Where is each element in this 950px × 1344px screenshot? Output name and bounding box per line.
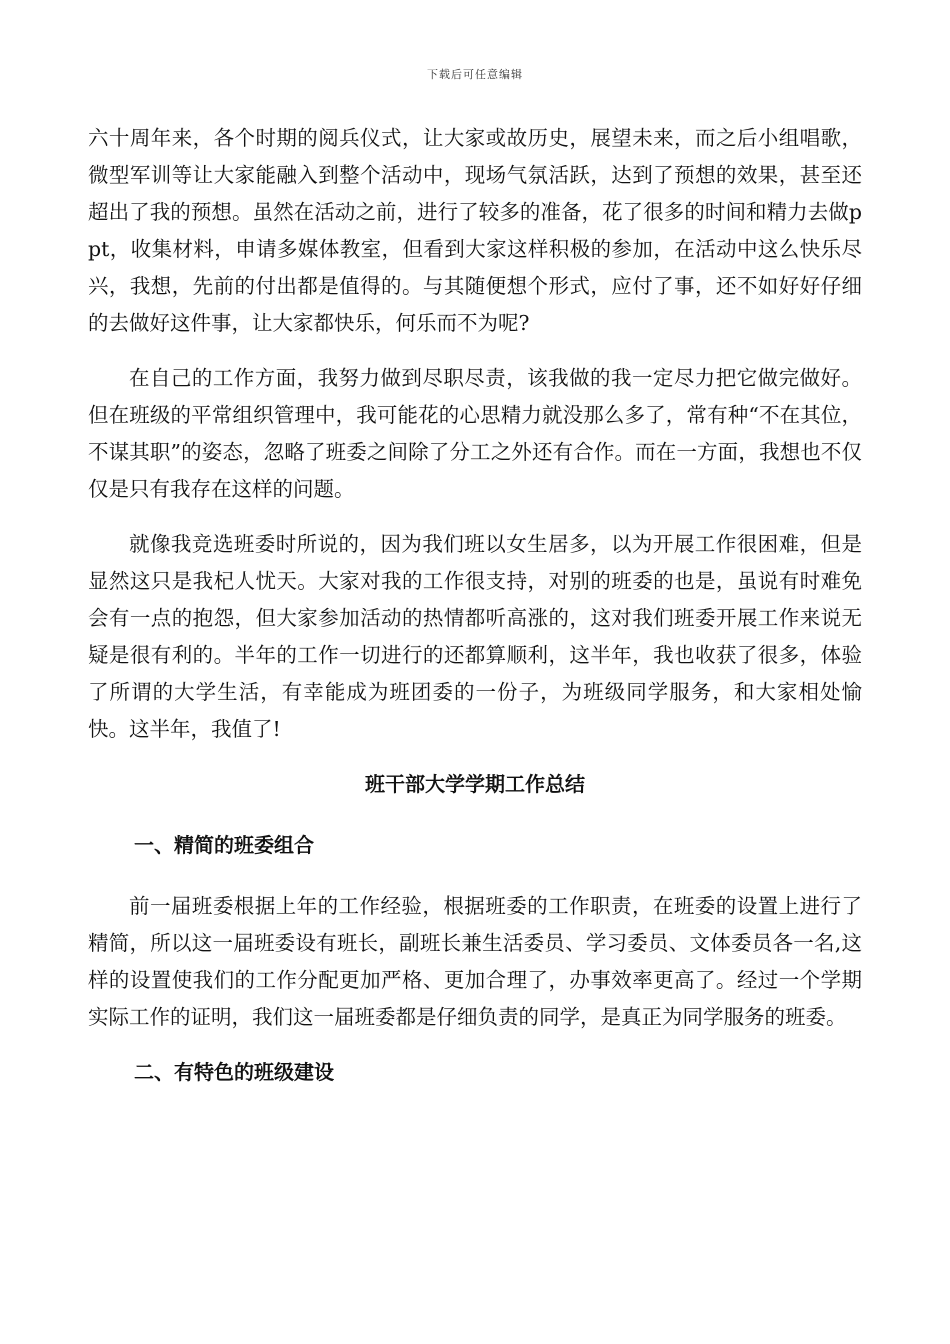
document-body: [88, 120, 862, 1115]
page-header-note: 下载后可任意编辑: [427, 68, 523, 81]
subheading-streamlined-committee: 一、精简的班委组合: [134, 833, 314, 857]
paragraph-own-work: 在自己的工作方面，我努力做到尽职尽责，该我做的我一定尽力把它做完做好。但在班级的平常组织管理中，我可能花的心思精力就没那么多了，常有种“不在其位，不谋其职”的姿态，忽略了班委之间除了分工之外还有合作。而在一方面，我想也不仅仅是只有我存在这样的问题。: [88, 366, 862, 501]
paragraph-class-committee: 就像我竞选班委时所说的，因为我们班以女生居多，以为开展工作很困难，但是显然这只是我杞人忧天。大家对我的工作很支持，对别的班委的也是，虽说有时难免会有一点的抱怨，但大家参加活动的热情都听高涨的，这对我们班委开展工作来说无疑是很有利的。半年的工作一切进行的还都算顺利，这半年，我也收获了很多，体验了所谓的大学生活，有幸能成为班团委的一份子，为班级同学服务，和大家相处愉快。这半年，我值了!: [88, 532, 862, 741]
subheading-class-building: 二、有特色的班级建设: [134, 1060, 334, 1084]
paragraph-streamlined-committee: 前一届班委根据上年的工作经验，根据班委的工作职责，在班委的设置上进行了精简，所以这一届班委设有班长，副班长兼生活委员、学习委员、文体委员各一名,这样的设置使我们的工作分配更加严格、更加合理了，办事效率更高了。经过一个学期实际工作的证明，我们这一届班委都是仔细负责的同学，是真正为同学服务的班委。: [88, 894, 862, 1029]
paragraph-activity-review: 六十周年来，各个时期的阅兵仪式，让大家或故历史，展望未来，而之后小组唱歌，微型军训等让大家能融入到整个活动中，现场气氛活跃，达到了预想的效果，甚至还超出了我的预想。虽然在活动之前，进行了较多的准备，花了很多的时间和精力去做ppt，收集材料，申请多媒体教室，但看到大家这样积极的参加，在活动中这么快乐尽兴，我想，先前的付出都是值得的。与其随便想个形式，应付了事，还不如好好仔细的去做好这件事，让大家都快乐，何乐而不为呢?: [88, 126, 862, 335]
section-title: 班干部大学学期工作总结: [365, 772, 585, 796]
